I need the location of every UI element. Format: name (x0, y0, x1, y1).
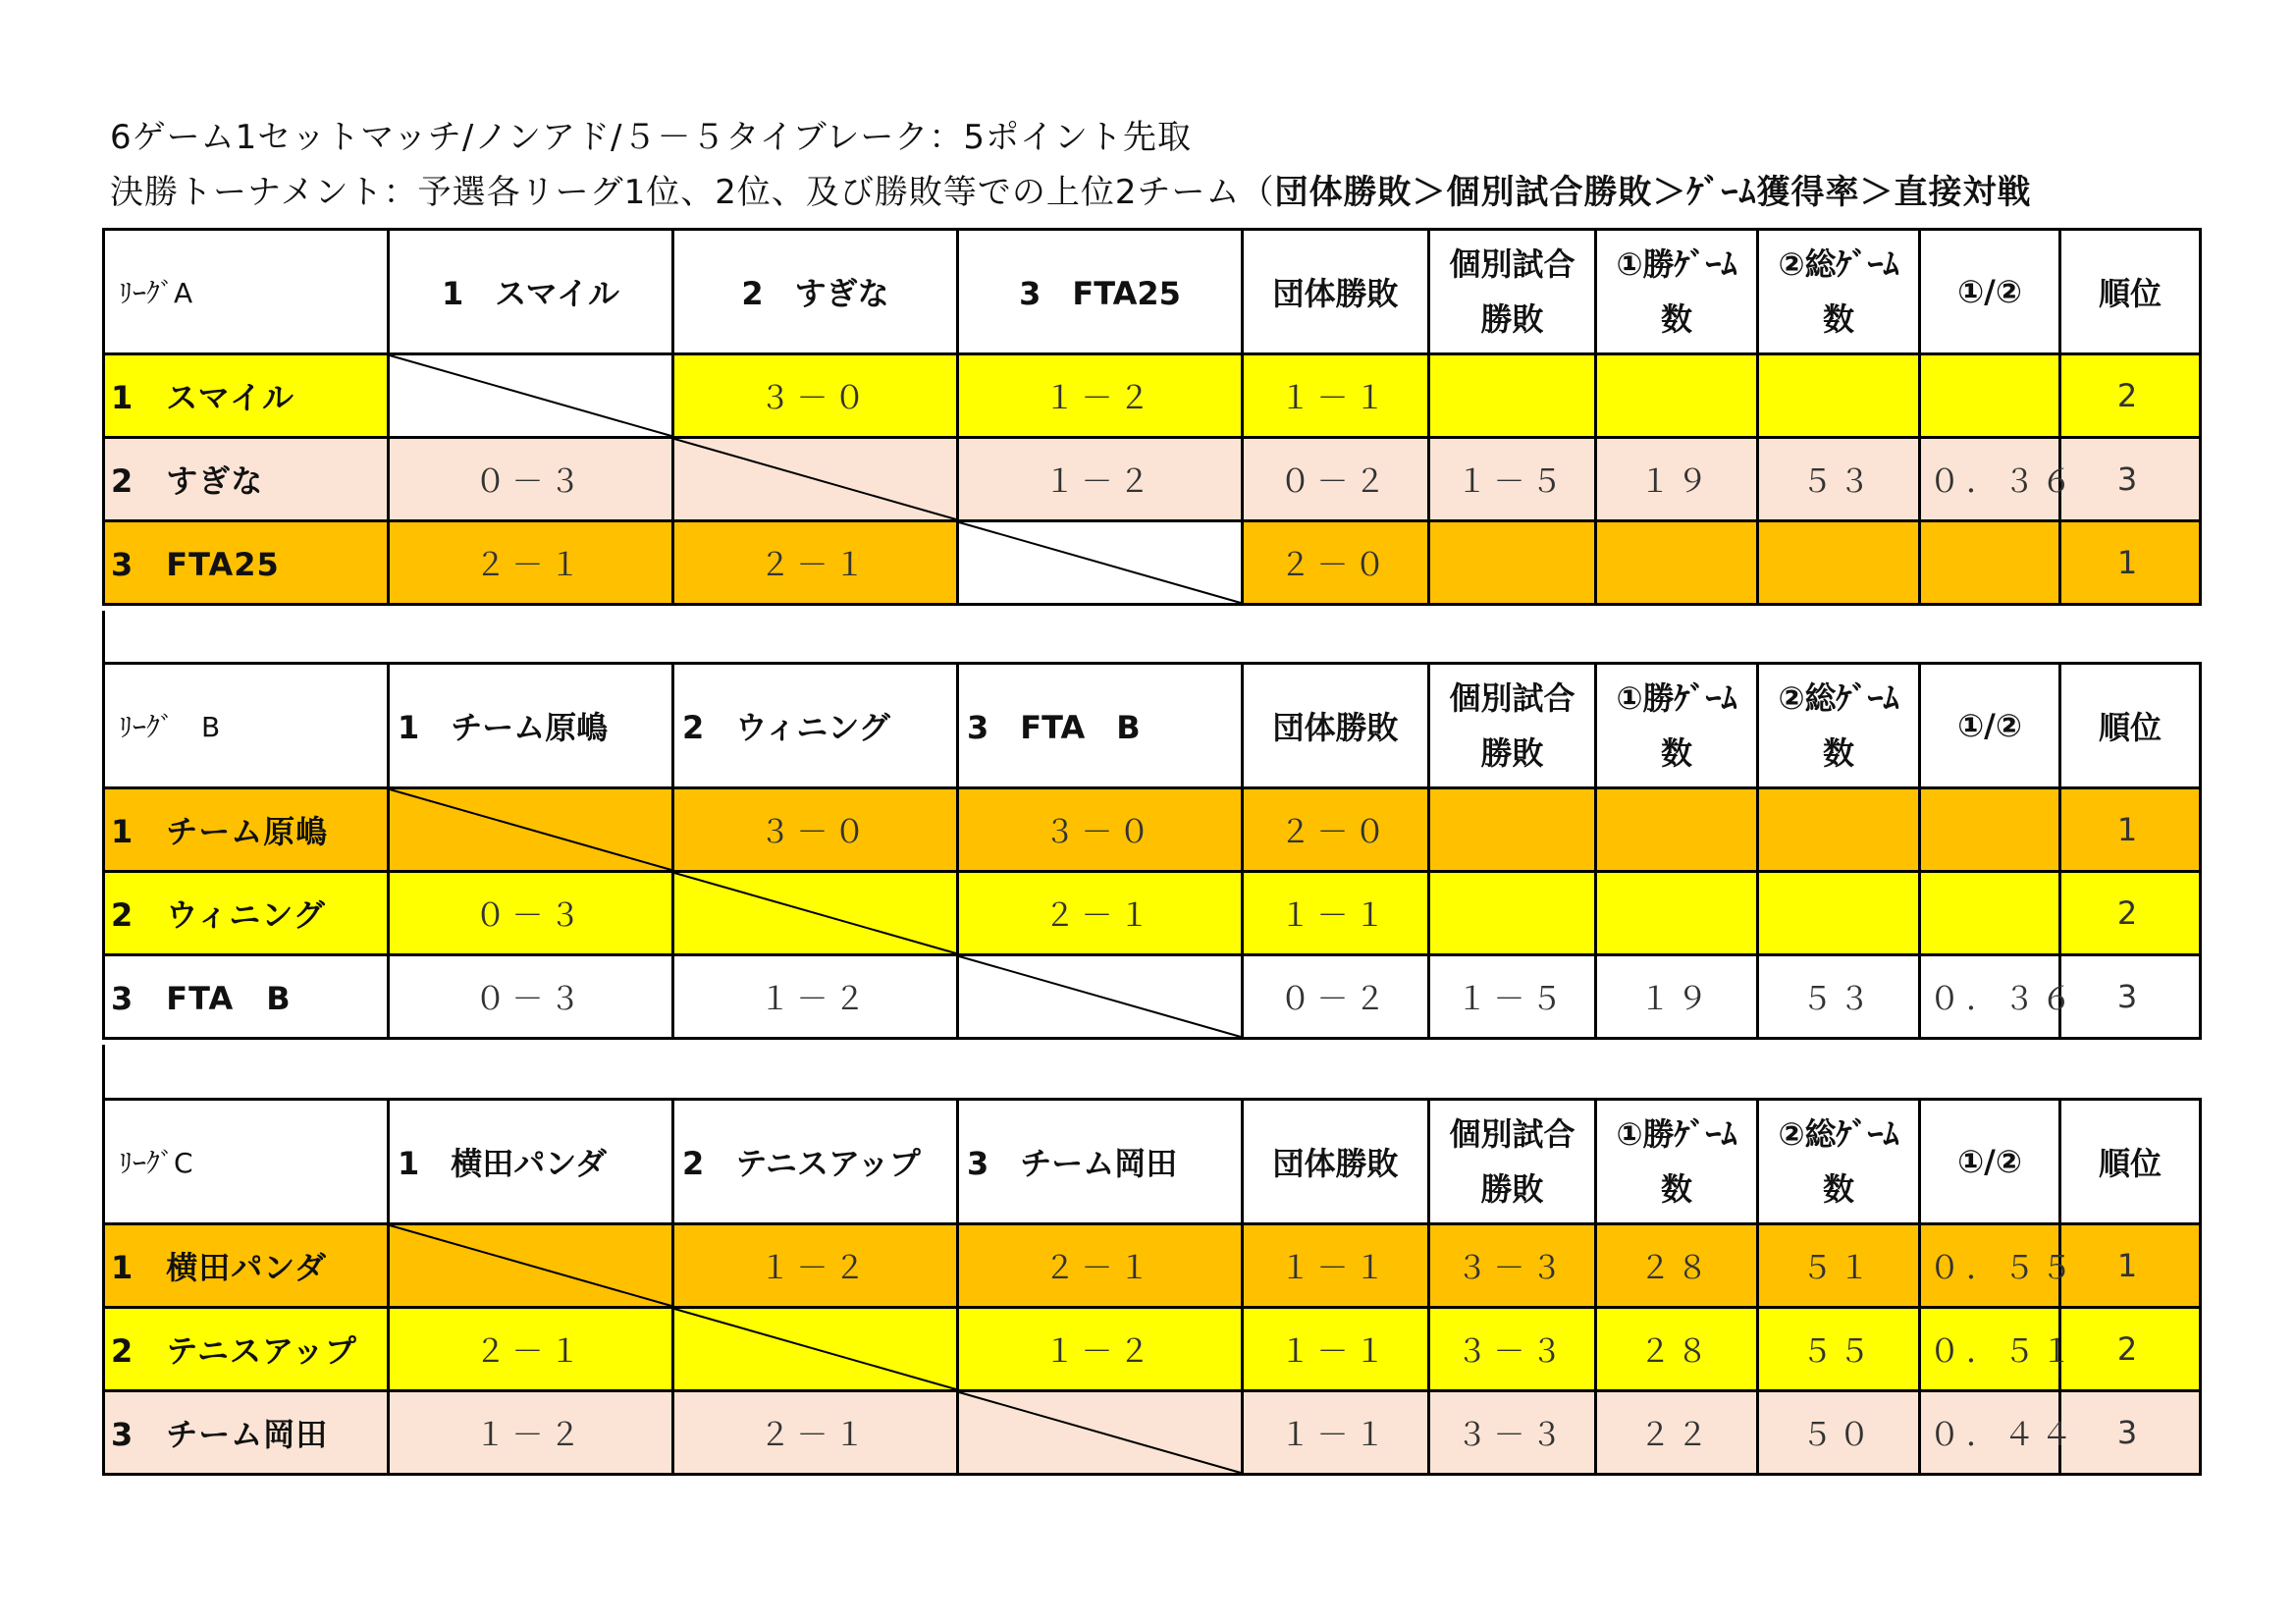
individual-result (1429, 521, 1596, 605)
games-won-header (1596, 664, 1758, 788)
team-name: 3 チーム岡田 (104, 1391, 389, 1475)
table-row (104, 955, 2201, 1039)
rank-header: 順位 (2060, 664, 2201, 788)
table-row (104, 521, 2201, 605)
games-won (1596, 521, 1758, 605)
match-score: ０－３ (389, 955, 673, 1039)
match-score: １－２ (389, 1391, 673, 1475)
opponent-header: 3 FTA B (958, 664, 1243, 788)
individual-result-header (1429, 664, 1596, 788)
games-won-header-text: ①勝ｹﾞｰﾑ数 (1616, 245, 1737, 338)
games-won (1596, 354, 1758, 438)
match-score: １－２ (958, 438, 1243, 521)
table-row (104, 788, 2201, 872)
team-name: 2 すぎな (104, 438, 389, 521)
team-result: ０－２ (1243, 438, 1429, 521)
ratio: ０．３６ (1920, 955, 2060, 1039)
tournament-rule-text (110, 165, 2032, 213)
self-match-cell (958, 955, 1243, 1039)
games-won (1596, 872, 1758, 955)
games-total-header (1758, 230, 1920, 354)
individual-result (1429, 788, 1596, 872)
ratio: ０．５５ (1920, 1224, 2060, 1308)
games-won: ２８ (1596, 1224, 1758, 1308)
opponent-header: 2 すぎな (673, 230, 958, 354)
table-row (104, 1391, 2201, 1475)
team-result-header: 団体勝敗 (1243, 1100, 1429, 1224)
individual-result: ３－３ (1429, 1391, 1596, 1475)
match-score: １－２ (958, 354, 1243, 438)
opponent-header: 1 スマイル (389, 230, 673, 354)
match-format-text: 6ゲーム1セットマッチ/ノンアド/５－５タイブレーク：5ポイント先取 (110, 118, 1193, 157)
individual-result: ３－３ (1429, 1224, 1596, 1308)
self-match-cell (389, 354, 673, 438)
rank: 3 (2060, 1391, 2201, 1475)
individual-result-header (1429, 230, 1596, 354)
opponent-header: 2 テニスアップ (673, 1100, 958, 1224)
individual-result: １－５ (1429, 955, 1596, 1039)
games-total-header-text: ②総ｹﾞｰﾑ数 (1778, 1115, 1899, 1208)
team-result: ０－２ (1243, 955, 1429, 1039)
match-score: ０－３ (389, 872, 673, 955)
match-score: ２－１ (389, 521, 673, 605)
games-won (1596, 788, 1758, 872)
league-b-table (102, 662, 2202, 1040)
games-won: １９ (1596, 438, 1758, 521)
tournament-rule-plain: 決勝トーナメント：予選各リーグ1位、2位、及び勝敗等での上位2チーム（ (110, 173, 1275, 212)
league-c-table (102, 1098, 2202, 1476)
opponent-header: 2 ウィニング (673, 664, 958, 788)
team-name: 1 スマイル (104, 354, 389, 438)
games-total (1758, 521, 1920, 605)
rank: 2 (2060, 1308, 2201, 1391)
league-a-table (102, 228, 2202, 606)
team-result: １－１ (1243, 1391, 1429, 1475)
ratio-header: ①/② (1920, 230, 2060, 354)
team-name: 1 チーム原嶋 (104, 788, 389, 872)
individual-result-header-text: 個別試合勝敗 (1449, 679, 1575, 772)
match-score: ３－０ (673, 354, 958, 438)
games-total (1758, 788, 1920, 872)
games-total: ５３ (1758, 438, 1920, 521)
ratio (1920, 872, 2060, 955)
team-result: １－１ (1243, 1224, 1429, 1308)
team-result: １－１ (1243, 1308, 1429, 1391)
self-match-cell (673, 872, 958, 955)
team-result-header: 団体勝敗 (1243, 664, 1429, 788)
tournament-rule-bold: 団体勝敗＞個別試合勝敗＞ｹﾞｰﾑ獲得率＞直接対戦 (1274, 173, 2032, 212)
match-score: ２－１ (958, 1224, 1243, 1308)
team-result: ２－０ (1243, 521, 1429, 605)
ratio: ０．４４ (1920, 1391, 2060, 1475)
rank-header: 順位 (2060, 1100, 2201, 1224)
section-divider (102, 611, 105, 664)
self-match-cell (958, 1391, 1243, 1475)
rank: 1 (2060, 788, 2201, 872)
rank: 1 (2060, 521, 2201, 605)
team-name: 1 横田パンダ (104, 1224, 389, 1308)
ratio: ０．５１ (1920, 1308, 2060, 1391)
match-score: ２－１ (958, 872, 1243, 955)
games-won: ２２ (1596, 1391, 1758, 1475)
ratio: ０．３６ (1920, 438, 2060, 521)
match-score: ２－１ (389, 1308, 673, 1391)
opponent-header: 3 チーム岡田 (958, 1100, 1243, 1224)
ratio (1920, 354, 2060, 438)
match-score: ２－１ (673, 521, 958, 605)
opponent-header: 1 横田パンダ (389, 1100, 673, 1224)
self-match-cell (389, 788, 673, 872)
individual-result: １－５ (1429, 438, 1596, 521)
ratio-header: ①/② (1920, 664, 2060, 788)
games-total-header-text: ②総ｹﾞｰﾑ数 (1778, 245, 1899, 338)
match-score: ０－３ (389, 438, 673, 521)
individual-result (1429, 872, 1596, 955)
ratio (1920, 788, 2060, 872)
match-score: １－２ (958, 1308, 1243, 1391)
league-label: ﾘｰｸﾞC (104, 1100, 389, 1224)
games-won-header (1596, 230, 1758, 354)
table-row (104, 354, 2201, 438)
league-label: ﾘｰｸﾞ B (104, 664, 389, 788)
games-total: ５１ (1758, 1224, 1920, 1308)
self-match-cell (673, 1308, 958, 1391)
ratio-header: ①/② (1920, 1100, 2060, 1224)
individual-result-header (1429, 1100, 1596, 1224)
games-total: ５５ (1758, 1308, 1920, 1391)
rank: 3 (2060, 955, 2201, 1039)
individual-result (1429, 354, 1596, 438)
league-label: ﾘｰｸﾞA (104, 230, 389, 354)
section-divider (102, 1045, 105, 1100)
games-total-header (1758, 664, 1920, 788)
opponent-header: 3 FTA25 (958, 230, 1243, 354)
team-name: 3 FTA B (104, 955, 389, 1039)
team-result-header: 団体勝敗 (1243, 230, 1429, 354)
ratio (1920, 521, 2060, 605)
team-result: １－１ (1243, 872, 1429, 955)
games-won: ２８ (1596, 1308, 1758, 1391)
rank: 1 (2060, 1224, 2201, 1308)
rank: 2 (2060, 872, 2201, 955)
table-row (104, 438, 2201, 521)
games-won-header (1596, 1100, 1758, 1224)
team-name: 2 テニスアップ (104, 1308, 389, 1391)
self-match-cell (673, 438, 958, 521)
individual-result: ３－３ (1429, 1308, 1596, 1391)
games-won: １９ (1596, 955, 1758, 1039)
table-row (104, 1224, 2201, 1308)
team-result: １－１ (1243, 354, 1429, 438)
match-score: １－２ (673, 955, 958, 1039)
rank: 2 (2060, 354, 2201, 438)
team-result: ２－０ (1243, 788, 1429, 872)
team-name: 2 ウィニング (104, 872, 389, 955)
rank: 3 (2060, 438, 2201, 521)
match-score: ３－０ (958, 788, 1243, 872)
team-name: 3 FTA25 (104, 521, 389, 605)
match-score: ２－１ (673, 1391, 958, 1475)
games-total (1758, 872, 1920, 955)
games-total-header (1758, 1100, 1920, 1224)
opponent-header: 1 チーム原嶋 (389, 664, 673, 788)
self-match-cell (958, 521, 1243, 605)
games-total-header-text: ②総ｹﾞｰﾑ数 (1778, 679, 1899, 772)
self-match-cell (389, 1224, 673, 1308)
rank-header: 順位 (2060, 230, 2201, 354)
table-row (104, 1308, 2201, 1391)
match-score: １－２ (673, 1224, 958, 1308)
games-won-header-text: ①勝ｹﾞｰﾑ数 (1616, 1115, 1737, 1208)
games-total: ５３ (1758, 955, 1920, 1039)
games-total (1758, 354, 1920, 438)
match-score: ３－０ (673, 788, 958, 872)
games-won-header-text: ①勝ｹﾞｰﾑ数 (1616, 679, 1737, 772)
individual-result-header-text: 個別試合勝敗 (1449, 1115, 1575, 1208)
games-total: ５０ (1758, 1391, 1920, 1475)
table-row (104, 872, 2201, 955)
individual-result-header-text: 個別試合勝敗 (1449, 245, 1575, 338)
